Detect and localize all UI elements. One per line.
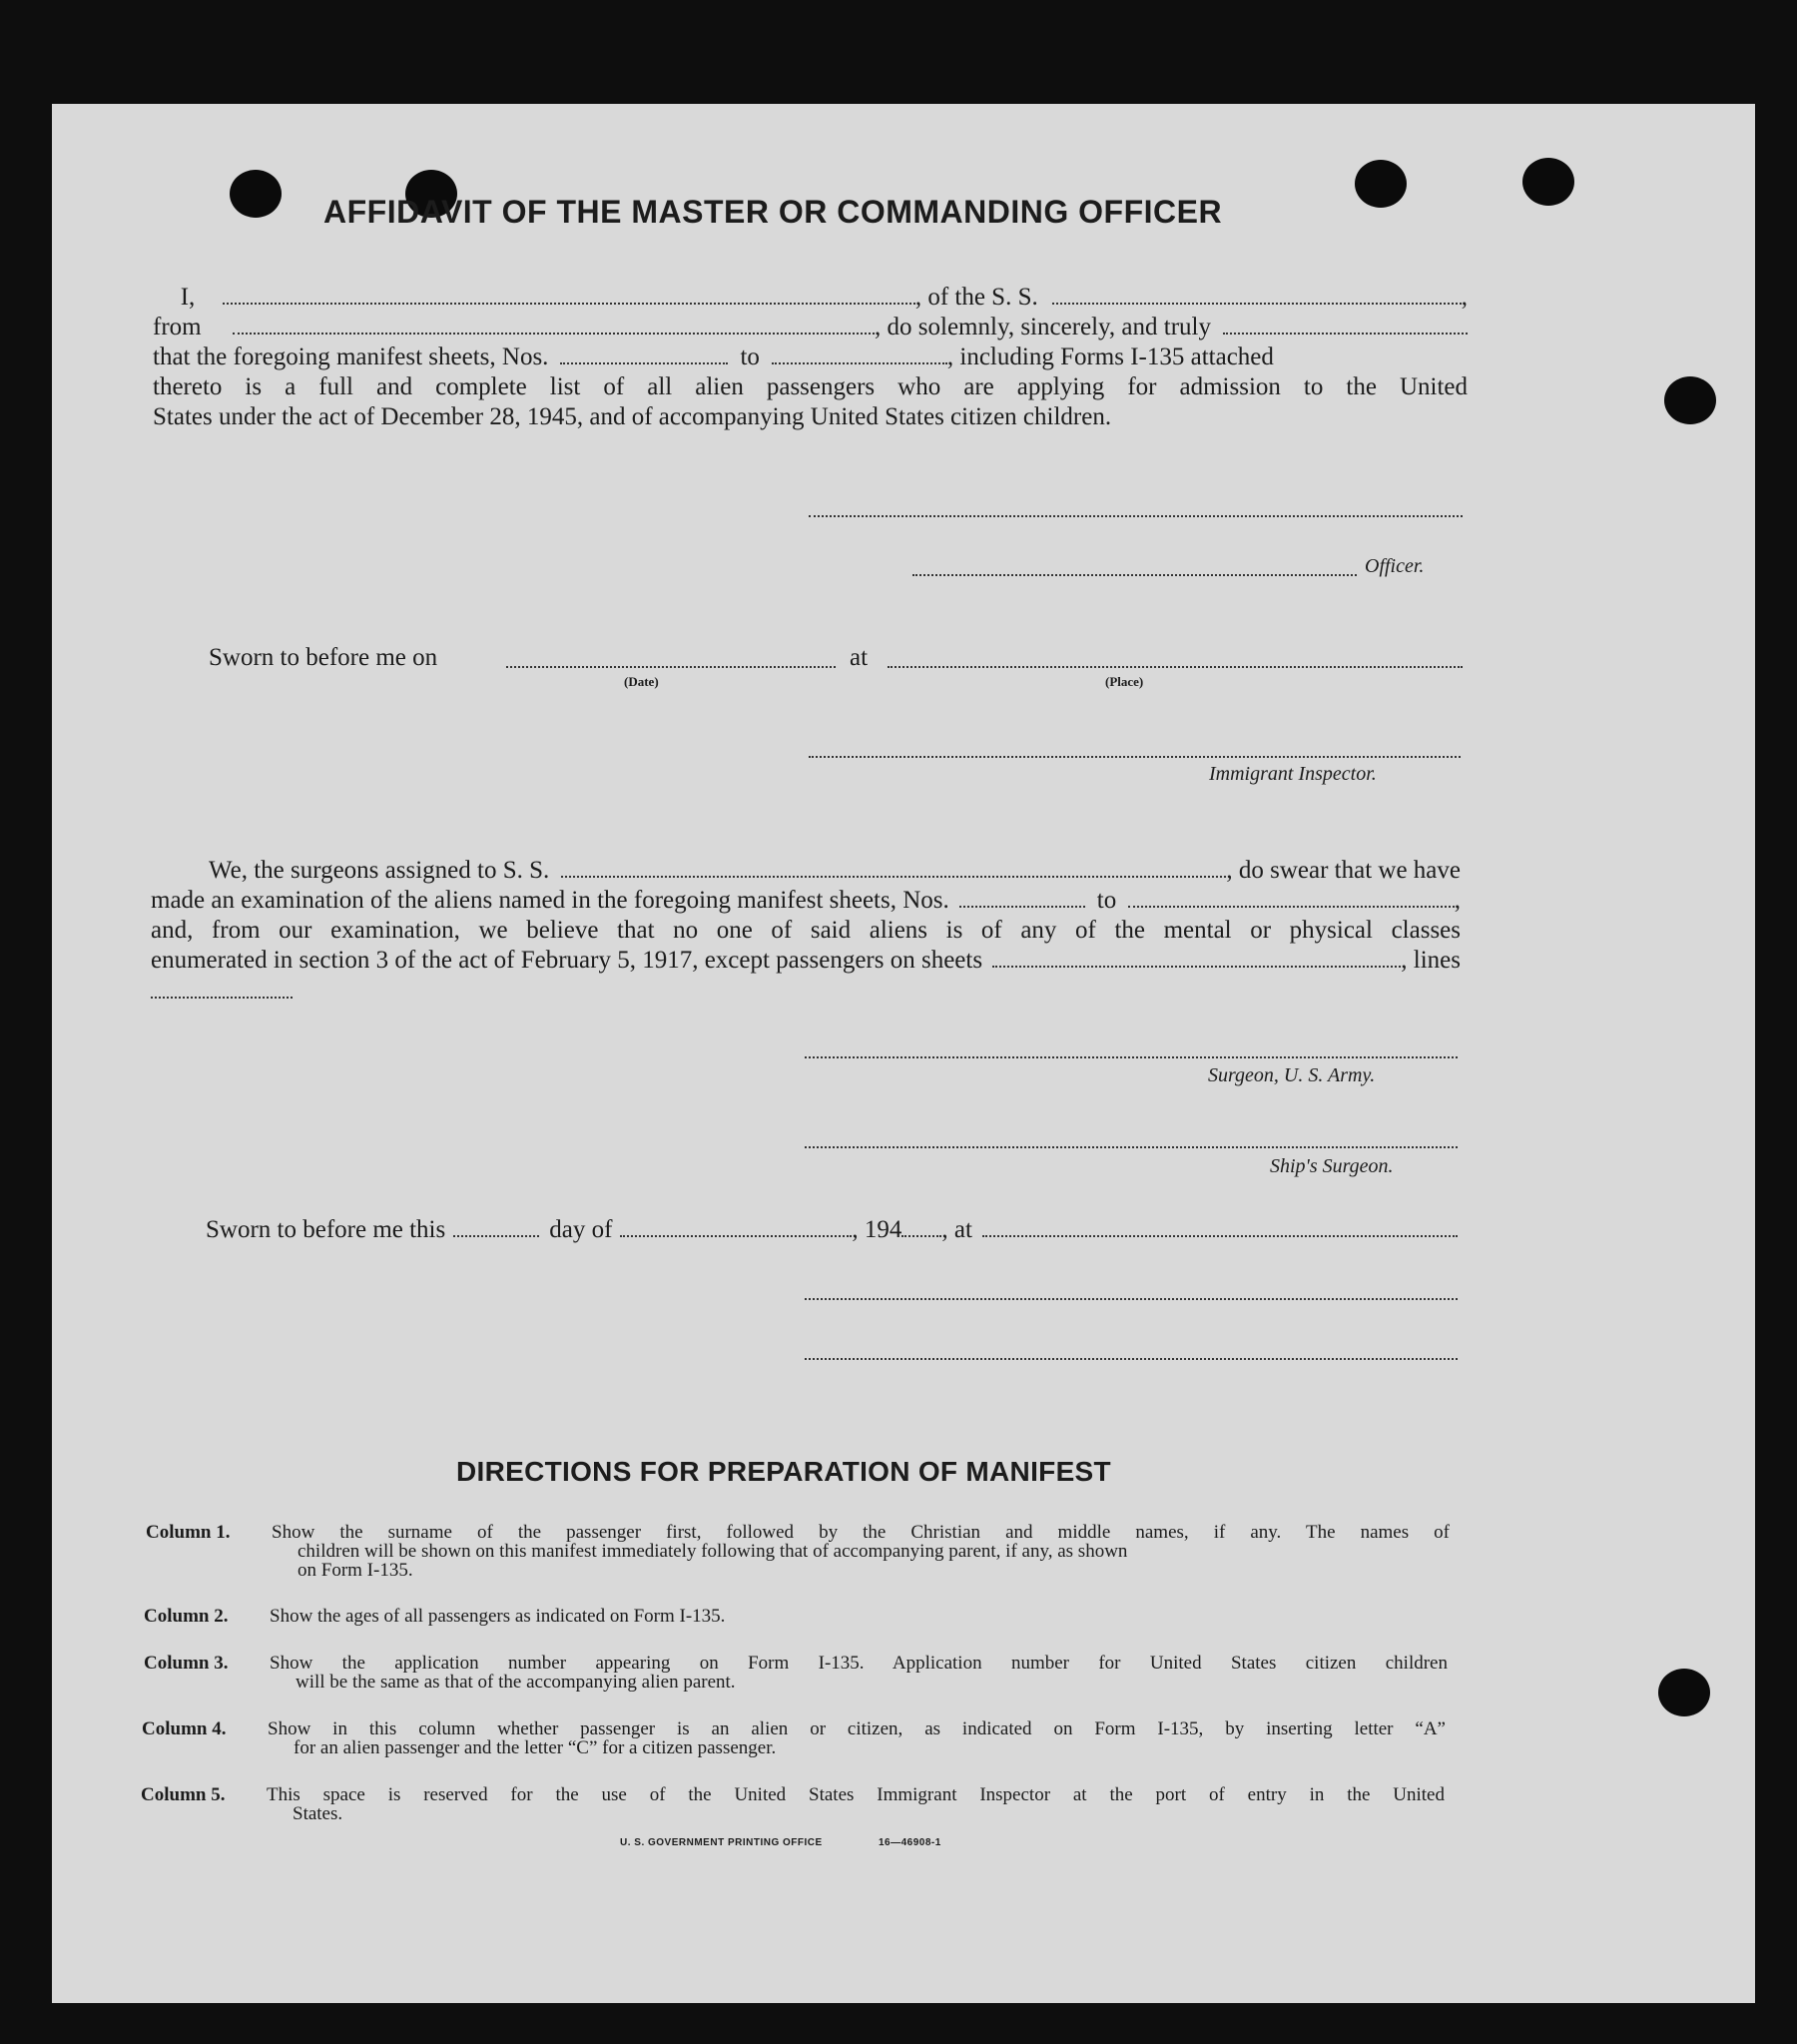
direction-text: will be the same as that of the accompanying alien parent. [296,1672,736,1693]
surgeons-text: , [1454,887,1461,914]
sworn-this-text: , 194 [852,1216,902,1243]
army-surgeon-signature-line[interactable] [805,1056,1458,1058]
official-title-line[interactable] [805,1358,1458,1360]
surgeons-text: We, the surgeons assigned to S. S. [209,857,550,884]
sworn-month-field[interactable] [620,1219,852,1237]
sworn-this-text: , at [941,1216,972,1243]
direction-text: Show the application number appearing on Form I-135. Application number for United States citizen children [270,1653,1448,1674]
surgeons-text: , lines [1401,947,1461,974]
sworn-year-field[interactable] [901,1219,941,1237]
sworn-this-line [206,1215,1458,1245]
inspector-signature-line[interactable] [809,756,1461,758]
direction-column-label: Column 5. [141,1784,226,1805]
affidavit-line-4: thereto is a full and complete list of all alien passengers who are applying for admission to the United [153,373,1468,400]
ship-surgeon-signature-line[interactable] [805,1146,1458,1148]
sworn-date-field[interactable] [506,666,836,668]
exception-sheets-field[interactable] [992,950,1401,968]
affidavit-text: that the foregoing manifest sheets, Nos. [153,343,549,370]
surgeons-line-1 [151,856,1461,886]
affidavit-line-1 [153,283,1468,313]
punch-hole [230,170,282,218]
ship-surgeon-label: Ship's Surgeon. [1270,1155,1394,1177]
surgeons-line-3: and, from our examination, we believe that no one of said aliens is of any of the mental or physical classes [151,917,1461,944]
direction-column-label: Column 3. [144,1653,229,1674]
affidavit-text: I, [180,284,196,311]
printer-imprint: U. S. GOVERNMENT PRINTING OFFICE [620,1837,823,1848]
direction-text: for an alien passenger and the letter “C” for a citizen passenger. [294,1737,777,1758]
officer-signature-line[interactable] [912,574,1357,576]
punch-hole [1522,158,1574,206]
surgeons-text: enumerated in section 3 of the act of February 5, 1917, except passengers on sheets [151,947,983,974]
direction-text: Show in this column whether passenger is an alien or citizen, as indicated on Form I-135, by inserting letter “A” [268,1718,1446,1739]
page-title: AFFIDAVIT OF THE MASTER OR COMMANDING OFFICER [323,194,1223,230]
direction-column-label: Column 1. [146,1522,231,1543]
affidavit-line-2 [153,313,1468,342]
affidavit-text: , including Forms I-135 attached [946,343,1274,370]
punch-hole [1355,160,1407,208]
direction-text: Show the surname of the passenger first, followed by the Christian and middle names, if any. The names of [272,1522,1450,1543]
direction-column-label: Column 2. [144,1606,229,1627]
sheet-from-field[interactable] [560,346,728,364]
ship-name-field[interactable] [1052,287,1462,305]
direction-text: Show the ages of all passengers as indicated on Form I-135. [270,1606,726,1627]
surgeons-line-4 [151,946,1461,976]
affidavit-text: , do solemnly, sincerely, and truly [875,314,1211,341]
sheet-to-field[interactable] [772,346,947,364]
directions-heading: DIRECTIONS FOR PREPARATION OF MANIFEST [456,1456,1111,1487]
affidavit-text: , of the S. S. [914,284,1038,311]
direction-column-label: Column 4. [142,1718,227,1739]
affidavit-line-5: States under the act of December 28, 1945, and of accompanying United States citizen children. [153,403,1112,430]
affidavit-text: to [740,343,760,370]
master-name-field[interactable] [223,287,915,305]
place-caption: (Place) [1105,674,1144,689]
surgeons-text: , do swear that we have [1226,857,1461,884]
sworn-place-field-2[interactable] [982,1219,1458,1237]
inspector-label: Immigrant Inspector. [1209,763,1377,785]
surgeons-text: to [1096,887,1117,914]
oath-type-field[interactable] [1223,317,1468,335]
from-port-field[interactable] [233,317,875,335]
surgeons-line-2 [151,886,1461,916]
direction-text: on Form I-135. [298,1560,413,1581]
surgeons-text: made an examination of the aliens named in the foregoing manifest sheets, Nos. [151,887,949,914]
date-caption: (Date) [624,674,659,689]
affidavit-text: from [153,314,202,341]
punch-hole [1664,376,1716,424]
sworn-this-text: Sworn to before me this [206,1216,446,1243]
form-code: 16—46908-1 [879,1837,941,1848]
sworn-place-field[interactable] [888,666,1463,668]
direction-text: This space is reserved for the use of the United States Immigrant Inspector at the port of entry in the United [267,1784,1445,1805]
sworn-this-text: day of [549,1216,613,1243]
surgeons-sheet-to-field[interactable] [1128,890,1455,908]
direction-text: children will be shown on this manifest immediately following that of accompanying parent, if any, as shown [298,1541,1128,1562]
officer-label: Officer. [1365,555,1425,577]
sworn-day-field[interactable] [453,1219,539,1237]
punch-hole [1658,1669,1710,1716]
sworn-at-label: at [850,644,869,671]
master-signature-line[interactable] [809,515,1463,517]
army-surgeon-label: Surgeon, U. S. Army. [1208,1064,1376,1086]
surgeons-ship-field[interactable] [561,860,1226,878]
direction-text: States. [293,1803,343,1824]
affidavit-text: , [1461,284,1468,311]
surgeons-sheet-from-field[interactable] [959,890,1085,908]
affidavit-line-3 [153,342,1468,372]
official-signature-line[interactable] [805,1298,1458,1300]
exception-lines-field[interactable] [151,997,293,999]
sworn-label: Sworn to before me on [209,644,438,671]
